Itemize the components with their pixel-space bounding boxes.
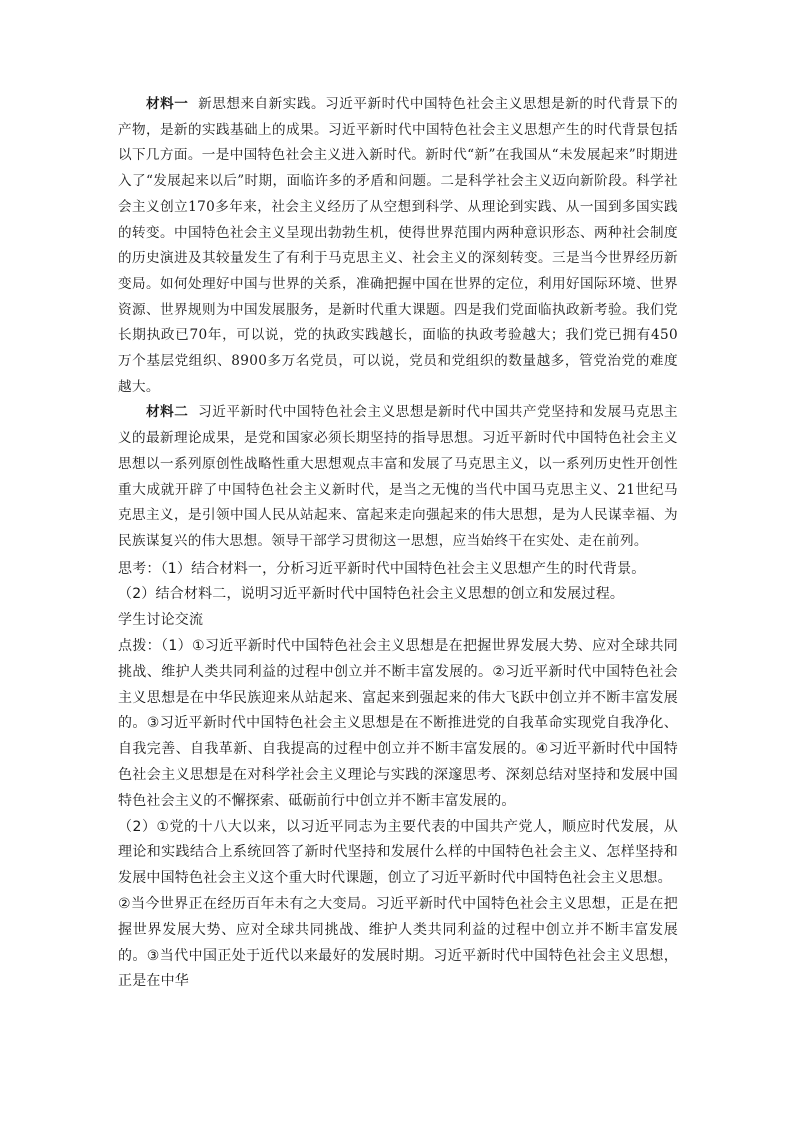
material-1-label: 材料一 <box>146 96 189 112</box>
guidance-paragraph-1: 点拨：（1）①习近平新时代中国特色社会主义思想是在把握世界发展大势、应对全球共同挑战、维护人类共同利益的过程中创立并不断丰富发展的。②习近平新时代中国特色社会主义思想是在中华民族迎来从站起来、富起来到强起来的伟大飞跃中创立并不断丰富发展的。③习近平新时代中国特色社会主义思想是在不断推进党的自我革命实现党自我净化、自我完善、自我革新、自我提高的过程中创立并不断丰富发展的。④习近平新时代中国特色社会主义思想是在对科学社会主义理论与实践的深邃思考、深刻总结对坚持和发展中国特色社会主义的不懈探索、砥砺前行中创立并不断丰富发展的。 <box>118 638 678 809</box>
guidance-paragraph-2: （2）①党的十八大以来，以习近平同志为主要代表的中国共产党人，顺应时代发展，从理论和实践结合上系统回答了新时代坚持和发展什么样的中国特色社会主义、怎样坚持和发展中国特色社会主义这个重大时代课题，创立了习近平新时代中国特色社会主义思想。 <box>118 818 678 887</box>
thinking-question-1: 思考：（1）结合材料一，分析习近平新时代中国特色社会主义思想产生的时代背景。 <box>118 560 646 577</box>
discussion-heading: 学生讨论交流 <box>118 612 204 629</box>
material-2-label: 材料二 <box>146 404 189 421</box>
guidance-paragraph-3: ②当今世界正在经历百年未有之大变局。习近平新时代中国特色社会主义思想，正是在把握世界发展大势、应对全球共同挑战、维护人类共同利益的过程中创立并不断丰富发展的。③当代中国正处于近代以来最好的发展时期。习近平新时代中国特色社会主义思想，正是在中华 <box>118 896 678 990</box>
document-page <box>118 92 678 995</box>
materials-section <box>118 92 678 555</box>
material-2-paragraph <box>118 400 678 554</box>
material-1-paragraph <box>118 92 678 400</box>
material-1-text: 新思想来自新实践。习近平新时代中国特色社会主义思想是新的时代背景下的产物，是新的实践基础上的成果。习近平新时代中国特色社会主义思想产生的时代背景包括以下几方面。一是中国特色社会主义进入新时代。新时代“新”在我国从“未发展起来”时期进入了“发展起来以后”时期，面临许多的矛盾和问题。二是科学社会主义迈向新阶段。科学社会主义创立170多年来，社会主义经历了从空想到科学、从理论到实践、从一国到多国实践的转变。中国特色社会主义呈现出勃勃生机，使得世界范围内两种意识形态、两种社会制度的历史演进及其较量发生了有利于马克思主义、社会主义的深刻转变。三是当今世界经历新变局。如何处理好中国与世界的关系，准确把握中国在世界的定位，利用好国际环境、世界资源、世界规则为中国发展服务，是新时代重大课题。四是我们党面临执政新考验。我们党长期执政已70年，可以说，党的执政实践越长，面临的执政考验越大；我们党已拥有450万个基层党组织、8900多万名党员，可以说，党员和党组织的数量越多，管党治党的难度越大。 <box>118 96 678 395</box>
thinking-question-2: （2）结合材料二，说明习近平新时代中国特色社会主义思想的创立和发展过程。 <box>118 586 625 603</box>
material-2-text: 习近平新时代中国特色社会主义思想是新时代中国共产党坚持和发展马克思主义的最新理论成果，是党和国家必须长期坚持的指导思想。习近平新时代中国特色社会主义思想以一系列原创性战略性重大思想观点丰富和发展了马克思主义，以一系列历史性开创性重大成就开辟了中国特色社会主义新时代，是当之无愧的当代中国马克思主义、21世纪马克思主义，是引领中国人民从站起来、富起来走向强起来的伟大思想，是为人民谋幸福、为民族谋复兴的伟大思想。领导干部学习贯彻这一思想，应当始终干在实处、走在前列。 <box>118 404 678 549</box>
questions-section <box>118 557 678 996</box>
